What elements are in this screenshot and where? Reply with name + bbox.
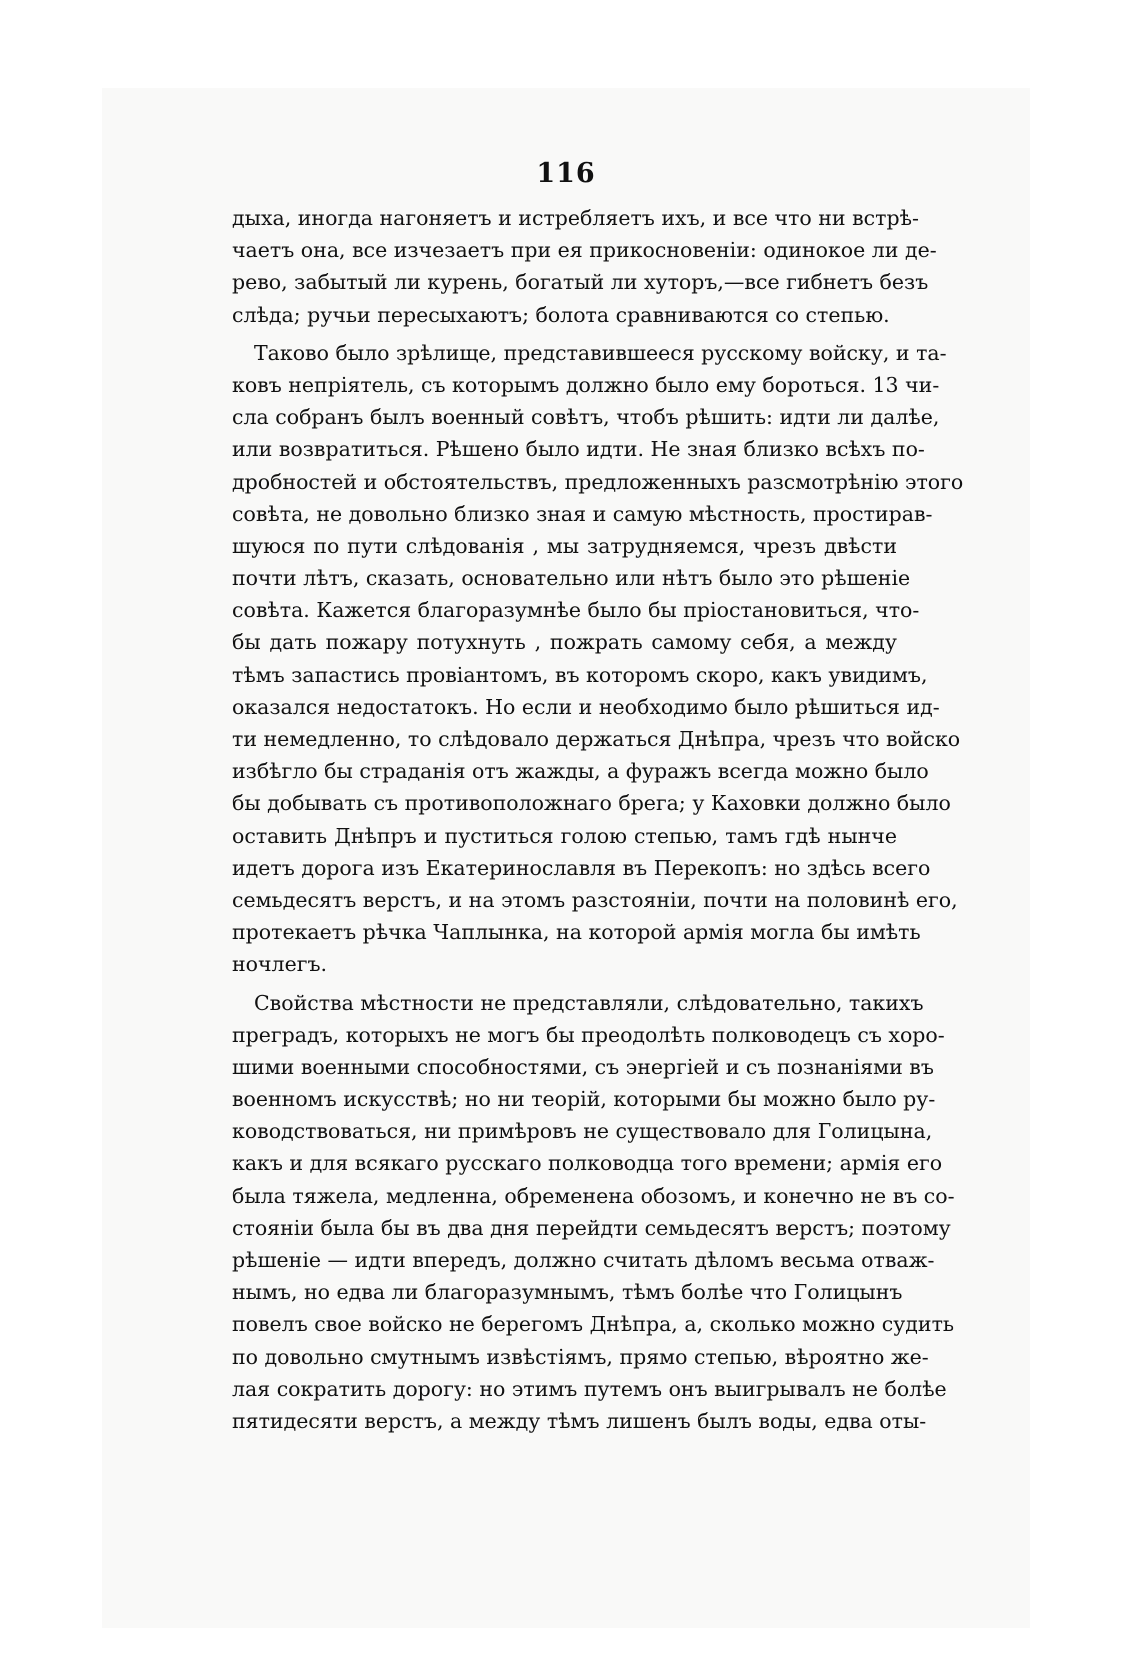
text-line: совѣта. Кажется благоразумнѣе было бы пріостановиться, что-	[232, 598, 920, 623]
text-line: лая сократить дорогу: но этимъ путемъ онъ выигрывалъ не болѣе	[232, 1376, 947, 1401]
text-line: была тяжела, медленна, обременена обозомъ, и конечно не въ со-	[232, 1183, 955, 1208]
text-line: шуюся по пути слѣдованія , мы затрудняемся, чрезъ двѣсти	[232, 533, 897, 558]
paragraph-2	[232, 337, 964, 981]
text-line: ночлегъ.	[232, 952, 328, 977]
text-line: ководствоваться, ни примѣровъ не существовало для Голицына,	[232, 1119, 933, 1144]
text-line: преградъ, которыхъ не могъ бы преодолѣть полководецъ съ хоро-	[232, 1022, 945, 1047]
text-line: тѣмъ запастись провіантомъ, въ которомъ скоро, какъ увидимъ,	[232, 662, 928, 687]
text-line: нымъ, но едва ли благоразумнымъ, тѣмъ болѣе что Голицынъ	[232, 1280, 903, 1305]
body-text	[232, 202, 964, 1443]
text-line: семьдесятъ верстъ, и на этомъ разстояніи, почти на половинѣ его,	[232, 887, 958, 912]
text-line: идетъ дорога изъ Екатеринославля въ Перекопъ: но здѣсь всего	[232, 855, 931, 880]
text-line: ти немедленно, то слѣдовало держаться Днѣпра, чрезъ что войско	[232, 727, 961, 751]
text-line: бы добывать съ противоположнаго брега; у Каховки должно было	[232, 791, 951, 816]
text-line: совѣта, не довольно близко зная и самую мѣстность, простирав-	[232, 501, 933, 526]
text-line: Свойства мѣстности не представляли, слѣдовательно, такихъ	[254, 990, 924, 1015]
text-line: Таково было зрѣлище, представившееся русскому войску, и та-	[254, 340, 947, 365]
text-line: военномъ искусствѣ; но ни теорій, которыми бы можно было ру-	[232, 1087, 936, 1112]
text-line: ковъ непріятель, съ которымъ должно было ему бороться. 13 чи-	[232, 372, 940, 397]
text-line: сла собранъ былъ военный совѣтъ, чтобъ рѣшить: идти ли далѣе,	[232, 405, 940, 430]
text-line: слѣда; ручьи пересыхаютъ; болота сравниваются со степью.	[232, 302, 890, 327]
text-line: повелъ свое войско не берегомъ Днѣпра, а, сколько можно судить	[232, 1312, 955, 1337]
book-page	[102, 88, 1030, 1628]
text-line: почти лѣтъ, сказать, основательно или нѣтъ было это рѣшеніе	[232, 566, 911, 591]
text-line: шими военными способностями, съ энергіей и съ познаніями въ	[232, 1054, 934, 1079]
paragraph-3	[232, 987, 955, 1438]
text-line: чаетъ она, все изчезаетъ при ея прикосновеніи: одинокое ли де-	[232, 238, 937, 263]
text-line: избѣгло бы страданія отъ жажды, а фуражъ всегда можно было	[232, 759, 929, 784]
text-line: оставить Днѣпръ и пуститься голою степью, тамъ гдѣ нынче	[232, 823, 897, 848]
text-line: пятидесяти верстъ, а между тѣмъ лишенъ былъ воды, едва оты-	[232, 1408, 927, 1433]
text-line: рѣшеніе — идти впередъ, должно считать дѣломъ весьма отваж-	[232, 1248, 935, 1272]
page-number: 116	[536, 158, 596, 189]
text-line: дыха, иногда нагоняетъ и истребляетъ ихъ, и все что ни встрѣ-	[232, 206, 919, 230]
text-line: дробностей и обстоятельствъ, предложенныхъ разсмотрѣнію этого	[232, 469, 964, 494]
text-line: стояніи была бы въ два дня перейдти семьдесятъ верстъ; поэтому	[232, 1215, 951, 1240]
paragraph-1	[232, 202, 937, 331]
text-line: протекаетъ рѣчка Чаплынка, на которой армія могла бы имѣть	[232, 920, 921, 945]
text-line: рево, забытый ли курень, богатый ли хуторъ,—все гибнетъ безъ	[232, 270, 929, 295]
text-line: или возвратиться. Рѣшено было идти. Не зная близко всѣхъ по-	[232, 437, 925, 462]
text-line: какъ и для всякаго русскаго полководца того времени; армія его	[232, 1151, 943, 1176]
text-line: оказался недостатокъ. Но если и необходимо было рѣшиться ид-	[232, 694, 940, 719]
text-line: по довольно смутнымъ извѣстіямъ, прямо степью, вѣроятно же-	[232, 1344, 929, 1369]
text-line: бы дать пожару потухнуть , пожрать самому себя, а между	[232, 630, 897, 655]
